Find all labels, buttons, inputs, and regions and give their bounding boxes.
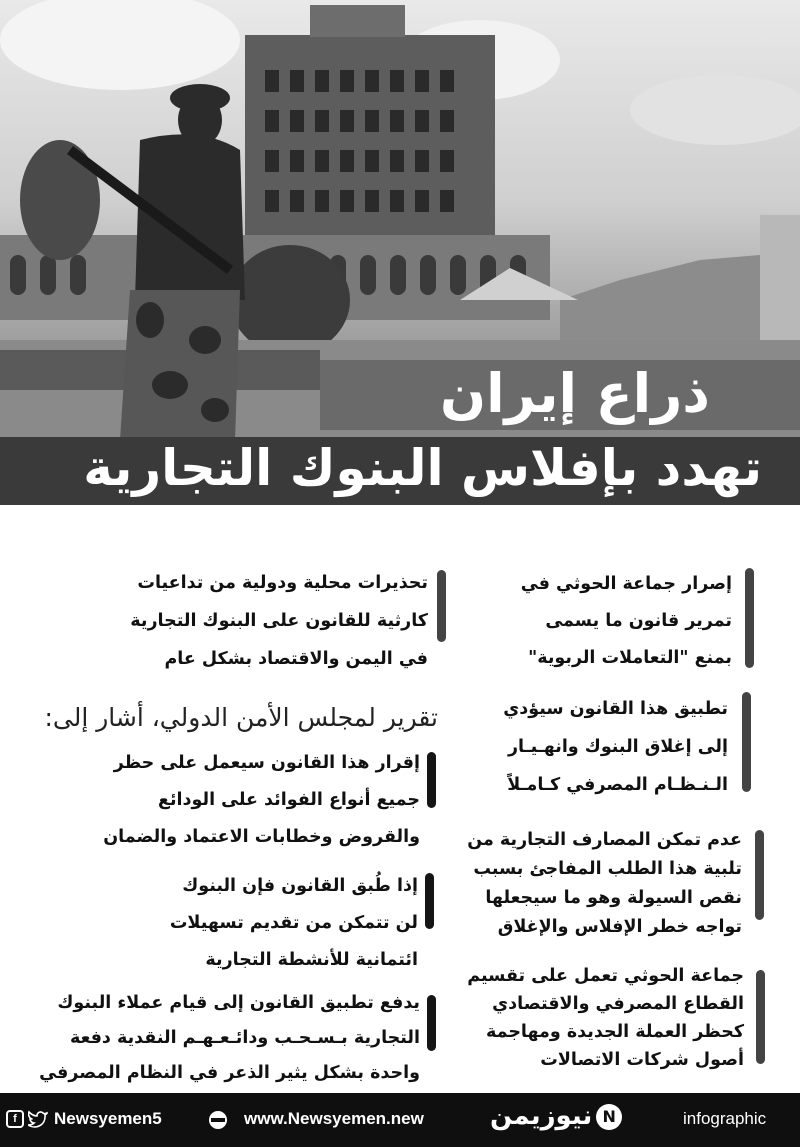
brand-name: نيوزيمن bbox=[490, 1101, 593, 1131]
right-point-1 bbox=[521, 566, 732, 677]
infographic-label: infographic bbox=[683, 1109, 767, 1128]
text-line: بمنع "التعاملات الربوية" bbox=[528, 648, 732, 668]
title-line2-band bbox=[0, 437, 800, 505]
bullet-bar bbox=[425, 873, 434, 929]
text-line: والقروض وخطابات الاعتماد والضمان bbox=[103, 827, 420, 847]
text-line: إقرار هذا القانون سيعمل على حظر bbox=[113, 753, 420, 773]
left-point-3 bbox=[39, 986, 420, 1091]
text-line: واحدة بشكل يثير الذعر في النظام المصرفي bbox=[39, 1063, 420, 1083]
twitter-icon[interactable] bbox=[28, 1110, 48, 1128]
facebook-icon[interactable]: f bbox=[6, 1110, 24, 1128]
bullet-bar bbox=[427, 995, 436, 1051]
bullet-bar bbox=[745, 568, 754, 668]
text-line: جماعة الحوثي تعمل على تقسيم bbox=[467, 966, 744, 986]
text-line: ائتمانية للأنشطة التجارية bbox=[205, 950, 418, 970]
left-intro bbox=[130, 564, 428, 678]
brand-logo-mark: N bbox=[596, 1104, 622, 1130]
footer-bar bbox=[0, 1093, 800, 1147]
right-point-2 bbox=[503, 690, 728, 804]
text-line: تحذيرات محلية ودولية من تداعيات bbox=[137, 573, 428, 593]
text-line: القطاع المصرفي والاقتصادي bbox=[492, 994, 744, 1014]
title-line2: تهدد بإفلاس البنوك التجارية bbox=[83, 439, 762, 497]
text-line: لن تتمكن من تقديم تسهيلات bbox=[169, 913, 418, 933]
text-line: تواجه خطر الإفلاس والإغلاق bbox=[497, 917, 742, 937]
text-line: كارثية للقانون على البنوك التجارية bbox=[130, 611, 428, 631]
bullet-bar bbox=[742, 692, 751, 792]
text-line: إلى إغلاق البنوك وانهـيـار bbox=[507, 737, 728, 757]
text-line: تطبيق هذا القانون سيؤدي bbox=[503, 699, 728, 719]
globe-icon bbox=[208, 1110, 228, 1130]
bullet-bar bbox=[427, 752, 436, 808]
right-point-4 bbox=[467, 962, 744, 1074]
left-point-1 bbox=[103, 745, 420, 856]
bullet-bar bbox=[755, 830, 764, 920]
bullet-bar bbox=[437, 570, 446, 642]
text-line: تمرير قانون ما يسمى bbox=[545, 611, 732, 631]
website-link[interactable]: www.Newsyemen.new bbox=[244, 1109, 424, 1128]
text-line: أصول شركات الاتصالات bbox=[540, 1050, 744, 1070]
text-line: عدم تمكن المصارف التجارية من bbox=[467, 830, 742, 850]
report-heading: تقرير لمجلس الأمن الدولي، أشار إلى: bbox=[44, 703, 438, 732]
text-line: إذا طُبق القانون فإن البنوك bbox=[182, 876, 418, 896]
right-point-3 bbox=[467, 826, 742, 942]
left-point-2 bbox=[170, 868, 418, 979]
title-line1-band bbox=[320, 360, 800, 430]
brand-logo bbox=[490, 1101, 622, 1131]
text-line: في اليمن والاقتصاد بشكل عام bbox=[164, 649, 428, 669]
text-line: يدفع تطبيق القانون إلى قيام عملاء البنوك bbox=[57, 993, 420, 1013]
title-line1: ذراع إيران bbox=[440, 362, 710, 425]
text-line: التجارية بـسـحـب ودائـعـهـم النقدية دفعة bbox=[69, 1028, 420, 1048]
text-line: نقص السيولة وهو ما سيجعلها bbox=[485, 888, 742, 908]
bullet-bar bbox=[756, 970, 765, 1064]
social-handle[interactable]: Newsyemen5 bbox=[54, 1109, 162, 1128]
text-line: كحظر العملة الجديدة ومهاجمة bbox=[485, 1022, 744, 1042]
text-line: تلبية هذا الطلب المفاجئ بسبب bbox=[473, 859, 742, 879]
text-line: الـنـظـام المصرفي كـامـلاً bbox=[507, 775, 728, 795]
text-line: إصرار جماعة الحوثي في bbox=[520, 574, 732, 594]
text-line: جميع أنواع الفوائد على الودائع bbox=[158, 790, 420, 810]
